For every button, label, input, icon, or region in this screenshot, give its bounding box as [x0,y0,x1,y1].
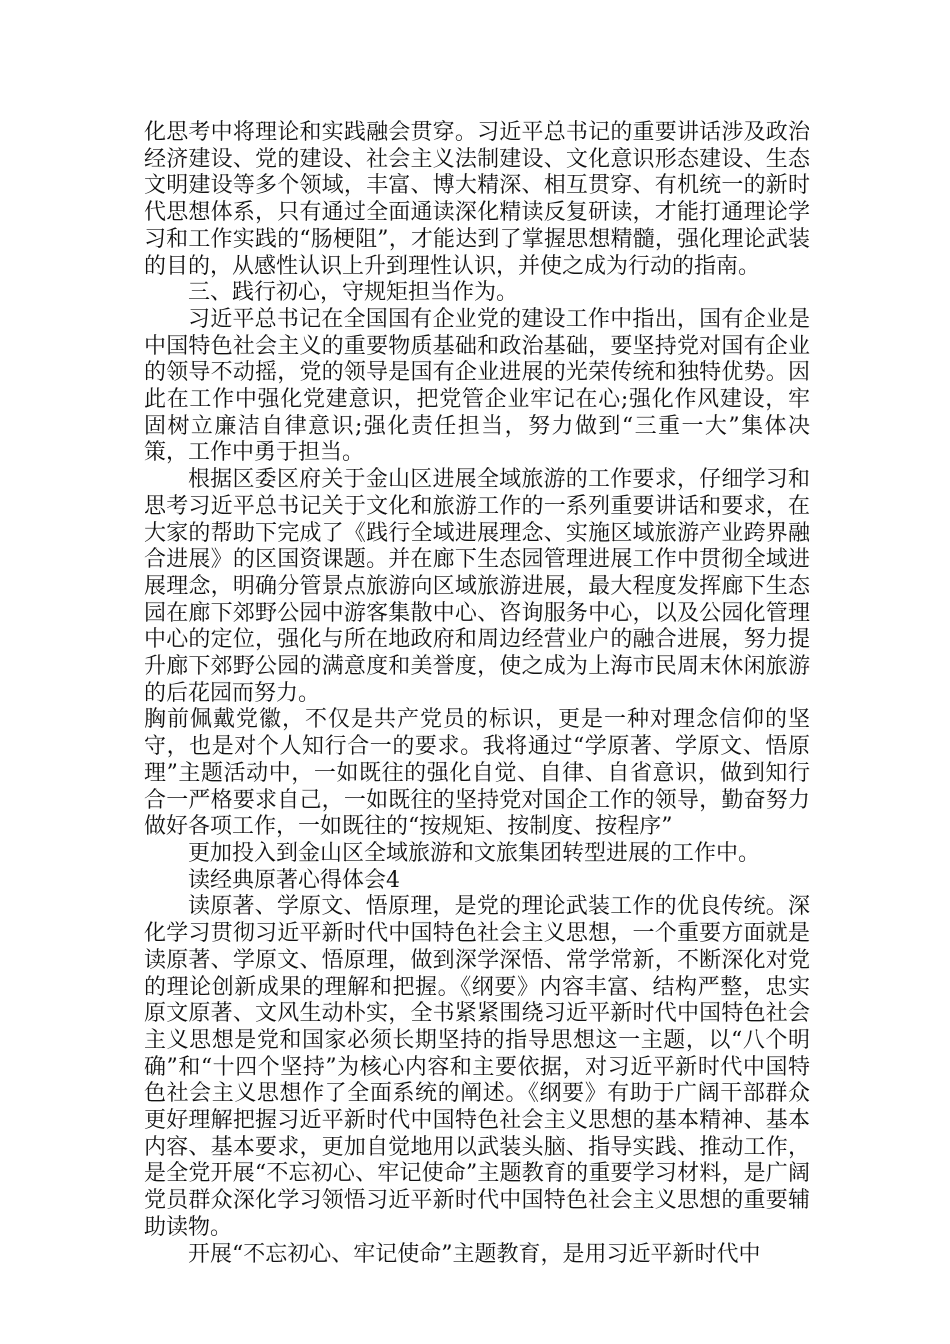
document-page [144,120,810,1268]
paragraph-2-heading: 三、践行初心，守规矩担当作为。 [188,280,519,306]
paragraph-8: 读原著、学原文、悟原理，是党的理论武装工作的优良传统。深化学习贯彻习近平新时代中国特色社会主义思想，一个重要方面就是读原著、学原文、悟原理，做到深学深悟、常学常新，不断深化对党的理论创新成果的理解和把握。《纲要》内容丰富、结构严整，忠实原文原著、文风生动朴实，全书紧紧围绕习近平新时代中国特色社会主义思想是党和国家必须长期坚持的指导思想这一主题，以“八个明确”和“十四个坚持”为核心内容和主要依据，对习近平新时代中国特色社会主义思想作了全面系统的阐述。《纲要》有助于广阔干部群众更好理解把握习近平新时代中国特色社会主义思想的基本精神、基本内容、基本要求，更加自觉地用以武装头脑、指导实践、推动工作，是全党开展“不忘初心、牢记使命”主题教育的重要学习材料，是广阔党员群众深化学习领悟习近平新时代中国特色社会主义思想的重要辅助读物。 [144,894,810,1240]
paragraph-1: 化思考中将理论和实践融会贯穿。习近平总书记的重要讲话涉及政治经济建设、党的建设、社会主义法制建设、文化意识形态建设、生态文明建设等多个领域，丰富、博大精深、相互贯穿、有机统一的新时代思想体系，只有通过全面通读深化精读反复研读，才能打通理论学习和工作实践的“肠梗阻”，才能达到了掌握思想精髓，强化理论武装的目的，从感性认识上升到理性认识，并使之成为行动的指南。 [144,120,810,279]
paragraph-6: 更加投入到金山区全域旅游和文旅集团转型进展的工作中。 [188,840,761,866]
paragraph-5: 胸前佩戴党徽，不仅是共产党员的标识，更是一种对理念信仰的坚守，也是对个人知行合一的要求。我将通过“学原著、学原文、悟原理”主题活动中，一如既往的强化自觉、自律、自省意识，做到知行合一严格要求自己，一如既往的坚持党对国企工作的领导，勤奋努力做好各项工作，一如既往的“按规矩、按制度、按程序” [144,707,810,840]
paragraph-9: 开展“不忘初心、牢记使命”主题教育，是用习近平新时代中 [188,1241,761,1267]
paragraph-4: 根据区委区府关于金山区进展全域旅游的工作要求，仔细学习和思考习近平总书记关于文化和旅游工作的一系列重要讲话和要求，在大家的帮助下完成了《践行全域进展理念、实施区域旅游产业跨界融合进展》的区国资课题。并在廊下生态园管理进展工作中贯彻全域进展理念，明确分管景点旅游向区域旅游进展，最大程度发挥廊下生态园在廊下郊野公园中游客集散中心、咨询服务中心，以及公园化管理中心的定位，强化与所在地政府和周边经营业户的融合进展，努力提升廊下郊野公园的满意度和美誉度，使之成为上海市民周末休闲旅游的后花园而努力。 [144,467,810,706]
section-title: 读经典原著心得体会4 [188,867,400,893]
paragraph-3: 习近平总书记在全国国有企业党的建设工作中指出，国有企业是中国特色社会主义的重要物质基础和政治基础，要坚持党对国有企业的领导不动摇，党的领导是国有企业进展的光荣传统和独特优势。因此在工作中强化党建意识，把党管企业牢记在心;强化作风建设，牢固树立廉洁自律意识;强化责任担当，努力做到“三重一大”集体决策，工作中勇于担当。 [144,306,810,466]
